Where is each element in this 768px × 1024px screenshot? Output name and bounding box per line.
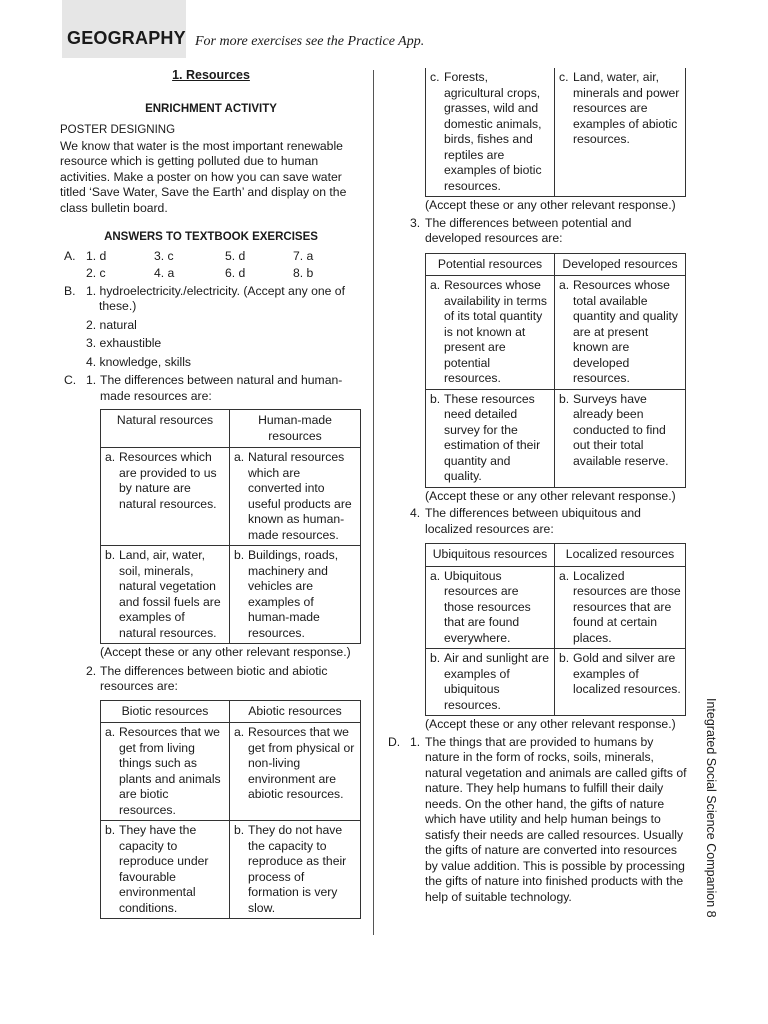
natural-vs-human-made-table bbox=[100, 409, 361, 644]
cell-text: Forests, agricultural crops, grasses, wild and domestic animals, birds, fishes and reptiles are examples of biotic resources. bbox=[444, 70, 542, 193]
section-d-label: D. bbox=[388, 734, 401, 749]
table-header: Abiotic resources bbox=[230, 700, 361, 723]
answers-heading: ANSWERS TO TEXTBOOK EXERCISES bbox=[104, 231, 318, 243]
cell-marker: a. bbox=[234, 450, 245, 464]
table-cell bbox=[101, 546, 230, 644]
section-b-label: B. bbox=[64, 283, 76, 298]
answer-cell: 5. d bbox=[225, 248, 246, 263]
list-item: 3. exhaustible bbox=[86, 336, 162, 350]
potential-vs-developed-table bbox=[425, 253, 686, 488]
cell-marker: b. bbox=[430, 391, 441, 406]
cell-text: Land, water, air, minerals and power resources are examples of abiotic resources. bbox=[573, 70, 680, 146]
cell-text: Ubiquitous resources are those resources that are found everywhere. bbox=[444, 568, 531, 645]
cell-text: Air and sunlight are examples of ubiquitous resources. bbox=[444, 651, 550, 712]
table-header: Potential resources bbox=[426, 253, 555, 276]
section-d bbox=[388, 735, 688, 906]
intro-text: The differences between biotic and abiotic resources are: bbox=[100, 663, 328, 693]
intro-text: The differences between ubiquitous and localized resources are: bbox=[425, 506, 641, 536]
table-cell bbox=[426, 389, 555, 487]
table-cell bbox=[230, 546, 361, 644]
table-header: Developed resources bbox=[555, 253, 686, 276]
section-c1-intro bbox=[60, 373, 362, 404]
cell-marker: a. bbox=[105, 450, 116, 464]
section-a-label: A. bbox=[64, 248, 76, 263]
table-header: Ubiquitous resources bbox=[426, 544, 555, 567]
cell-text: They have the capacity to reproduce under favourable environmental conditions. bbox=[119, 823, 209, 915]
intro-text: The differences between natural and human-made resources are: bbox=[100, 373, 343, 403]
poster-heading: POSTER DESIGNING bbox=[60, 124, 176, 136]
table-cell bbox=[101, 821, 230, 919]
table-cell bbox=[230, 448, 361, 546]
cell-text: Natural resources which are converted into useful products are known as human-made resources. bbox=[248, 450, 352, 542]
accept-note: (Accept these or any other relevant response.) bbox=[100, 645, 351, 659]
cell-text: These resources need detailed survey for the estimation of their quantity and quality. bbox=[444, 391, 541, 483]
table-header: Localized resources bbox=[555, 544, 686, 567]
table-cell bbox=[426, 68, 555, 197]
table-cell bbox=[555, 68, 686, 197]
cell-marker: b. bbox=[234, 823, 245, 837]
answer-cell: 8. b bbox=[293, 266, 314, 280]
table-cell bbox=[426, 276, 555, 390]
section-c2-intro bbox=[86, 664, 362, 695]
ubiquitous-vs-localized-table bbox=[425, 543, 686, 716]
cell-marker: a. bbox=[234, 725, 245, 739]
table-header: Biotic resources bbox=[101, 700, 230, 723]
table-cell bbox=[555, 389, 686, 487]
biotic-vs-abiotic-table bbox=[100, 700, 361, 920]
cell-text: Gold and silver are examples of localized resources. bbox=[573, 651, 681, 696]
answer-cell: 3. c bbox=[154, 248, 174, 263]
item-number: 1. bbox=[86, 373, 97, 387]
answer-cell: 2. c bbox=[86, 266, 106, 280]
table-cell bbox=[426, 649, 555, 716]
section-c3-intro bbox=[410, 216, 688, 247]
cell-marker: b. bbox=[559, 391, 570, 406]
cell-text: Surveys have already been conducted to find out their total available reserve. bbox=[573, 391, 669, 468]
d1-answer-text: The things that are provided to humans by nature in the form of rocks, soils, minerals, natural vegetation and animals are called gifts of nature. They help humans to fulfill their daily needs. On the other hand, the gifts of nature which have utility and help human beings to satisfy their needs are called resources. Usually the gifts of nature are converted into resources by value addition. This is possible by processing the gifts of nature into finished products with the help of suitable technology. bbox=[425, 734, 687, 904]
list-item: 1. hydroelectricity./electricity. (Accept any one of these.) bbox=[86, 283, 345, 313]
cell-marker: a. bbox=[430, 568, 441, 583]
cell-text: Resources whose total available quantity and quality are at present known are developed resources. bbox=[573, 278, 679, 385]
biotic-vs-abiotic-table-continued bbox=[425, 68, 686, 197]
chapter-title: 1. Resources bbox=[172, 68, 250, 82]
table-cell bbox=[101, 448, 230, 546]
cell-marker: a. bbox=[430, 278, 441, 292]
answers-a-row-1 bbox=[60, 249, 362, 265]
table-cell bbox=[230, 821, 361, 919]
cell-marker: c. bbox=[430, 70, 440, 84]
table-cell bbox=[426, 566, 555, 649]
item-number: 3. bbox=[410, 215, 421, 230]
cell-marker: b. bbox=[430, 651, 441, 665]
cell-text: Land, air, water, soil, minerals, natural vegetation and fossil fuels are examples of natural resources. bbox=[119, 548, 221, 640]
enrichment-heading: ENRICHMENT ACTIVITY bbox=[145, 102, 277, 115]
table-cell bbox=[555, 276, 686, 390]
cell-text: Buildings, roads, machinery and vehicles are examples of human-made resources. bbox=[248, 548, 339, 640]
poster-text: We know that water is the most important renewable resource which is getting polluted due to human activities. Make a poster on how you can save water titled ‘Save Water, Save the Earth’ and display on the class bulletin board. bbox=[60, 138, 347, 215]
accept-note: (Accept these or any other relevant response.) bbox=[425, 717, 676, 731]
cell-marker: b. bbox=[559, 651, 570, 665]
accept-note: (Accept these or any other relevant response.) bbox=[425, 198, 676, 212]
cell-text: Resources whose availability in terms of its total quantity is not known at present are potential resources. bbox=[444, 278, 547, 385]
answer-cell: 4. a bbox=[154, 266, 175, 280]
accept-note: (Accept these or any other relevant response.) bbox=[425, 488, 676, 503]
side-running-title: Integrated Social Science Companion 8 bbox=[704, 698, 718, 918]
right-column bbox=[388, 68, 688, 905]
practice-note: For more exercises see the Practice App. bbox=[195, 34, 425, 49]
cell-marker: a. bbox=[559, 568, 570, 583]
left-column bbox=[60, 66, 362, 919]
list-item: 4. knowledge, skills bbox=[86, 354, 191, 369]
table-header: Natural resources bbox=[101, 410, 230, 448]
subject-title: GEOGRAPHY bbox=[67, 28, 186, 48]
intro-text: The differences between potential and developed resources are: bbox=[425, 215, 632, 245]
item-number: 2. bbox=[86, 663, 97, 678]
table-header: Human-made resources bbox=[230, 410, 361, 448]
column-divider bbox=[373, 70, 374, 935]
table-cell bbox=[101, 723, 230, 821]
section-b bbox=[60, 284, 362, 371]
cell-text: Resources that we get from physical or non-living environment are abiotic resources. bbox=[248, 725, 355, 801]
answers-a-row-2 bbox=[60, 266, 362, 282]
table-cell bbox=[230, 723, 361, 821]
cell-marker: b. bbox=[105, 823, 116, 837]
answer-cell: 6. d bbox=[225, 266, 246, 280]
cell-marker: c. bbox=[559, 70, 569, 84]
list-item: 2. natural bbox=[86, 317, 137, 332]
cell-text: Resources that we get from living things such as plants and animals are biotic resources. bbox=[119, 725, 221, 817]
table-cell bbox=[555, 566, 686, 649]
cell-marker: a. bbox=[105, 725, 116, 739]
cell-marker: a. bbox=[559, 278, 570, 292]
cell-text: They do not have the capacity to reproduce as their process of formation is very slow. bbox=[248, 823, 347, 915]
cell-marker: b. bbox=[105, 548, 116, 562]
cell-marker: b. bbox=[234, 548, 245, 562]
item-number: 1. bbox=[410, 734, 421, 749]
section-c4-intro bbox=[410, 506, 688, 537]
answer-cell: 7. a bbox=[293, 248, 314, 263]
table-cell bbox=[555, 649, 686, 716]
cell-text: Resources which are provided to us by nature are natural resources. bbox=[119, 450, 217, 511]
answer-cell: 1. d bbox=[86, 248, 107, 263]
item-number: 4. bbox=[410, 506, 421, 520]
cell-text: Localized resources are those resources that are found at certain places. bbox=[573, 568, 681, 645]
section-c-label: C. bbox=[64, 373, 77, 387]
